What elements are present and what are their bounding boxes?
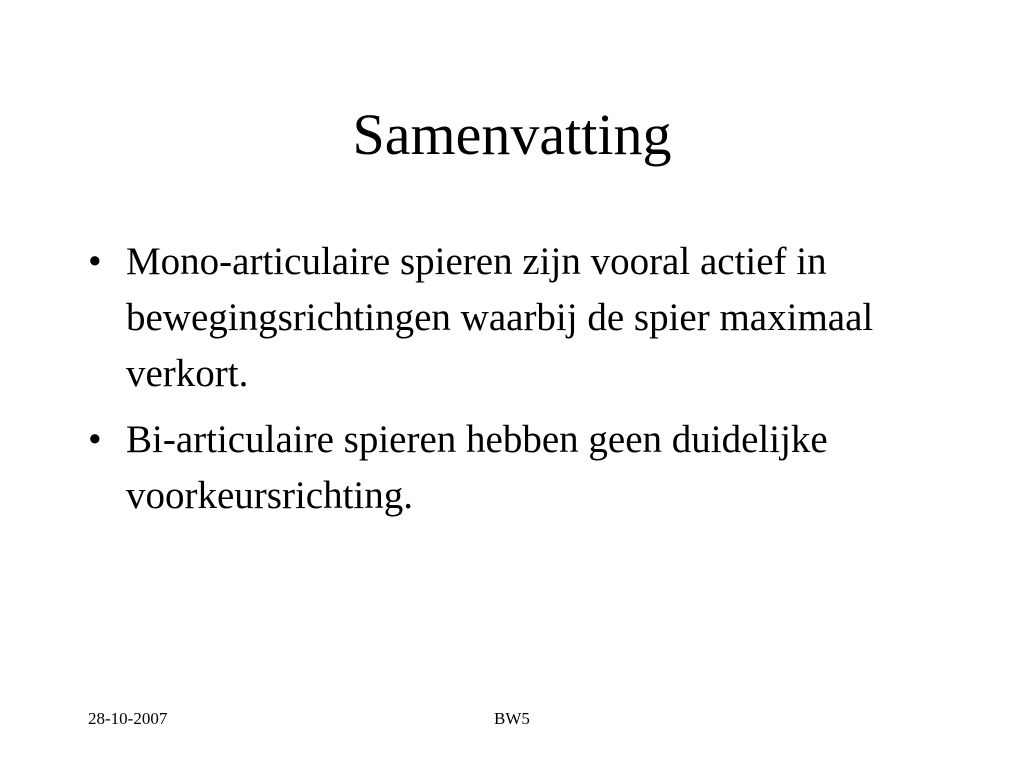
- footer-date: 28-10-2007: [88, 709, 168, 728]
- bullet-icon: •: [88, 240, 102, 283]
- bullet-item: [86, 412, 926, 524]
- slide-title: Samenvatting: [352, 102, 672, 167]
- bullet-text: Bi-articulaire spieren hebben geen duidelijke voorkeursrichting.: [126, 418, 828, 517]
- bullet-list: [86, 234, 926, 534]
- bullet-item: [86, 234, 926, 402]
- bullet-text: Mono-articulaire spieren zijn vooral actief in bewegingsrichtingen waarbij de spier maximaal verkort.: [126, 240, 874, 395]
- bullet-icon: •: [88, 418, 102, 461]
- footer-label: BW5: [494, 709, 530, 728]
